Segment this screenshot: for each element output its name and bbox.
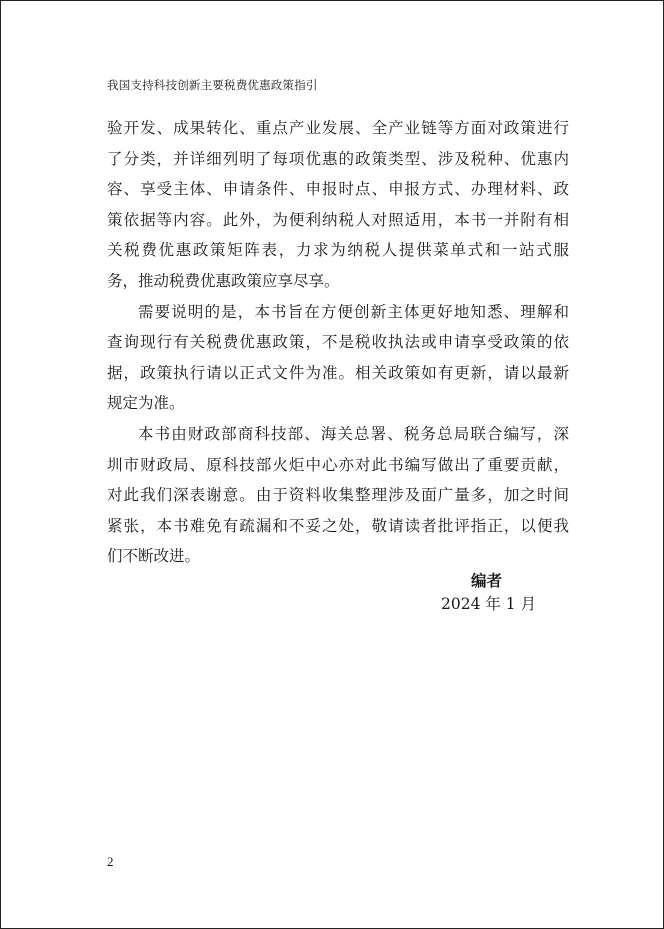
signature-author: 编者	[471, 572, 503, 590]
paragraph-3	[107, 419, 569, 572]
text-line: 关税费优惠政策矩阵表，力求为纳税人提供菜单式和一站式服	[107, 241, 569, 260]
text-line: 们不断改进。	[107, 547, 201, 566]
text-line: 容、享受主体、申请条件、申报时点、申报方式、办理材料、政	[107, 180, 569, 199]
text-line: 本书由财政部商科技部、海关总署、税务总局联合编写，深	[138, 424, 569, 443]
paragraph-2	[107, 297, 569, 419]
text-line: 紧张，本书难免有疏漏和不妥之处，敬请读者批评指正，以便我	[107, 516, 569, 535]
text-line: 规定为准。	[107, 394, 185, 413]
text-line: 对此我们深表谢意。由于资料收集整理涉及面广量多，加之时间	[107, 486, 569, 505]
text-line: 圳市财政局、原科技部火炬中心亦对此书编写做出了重要贡献，	[107, 455, 569, 474]
page-number: 2	[107, 854, 114, 869]
paragraph-1	[107, 113, 569, 297]
text-line: 策依据等内容。此外，为便利纳税人对照适用，本书一并附有相	[107, 210, 569, 229]
text-line: 验开发、成果转化、重点产业发展、全产业链等方面对政策进行	[107, 119, 569, 137]
text-line: 了分类，并详细列明了每项优惠的政策类型、涉及税种、优惠内	[107, 149, 569, 168]
signature-date: 2024 年 1 月	[441, 595, 537, 613]
running-header: 我国支持科技创新主要税费优惠政策指引	[107, 78, 318, 92]
text-line: 据，政策执行请以正式文件为准。相关政策如有更新，请以最新	[107, 363, 569, 382]
body-text	[107, 113, 569, 572]
text-line: 务，推动税费优惠政策应享尽享。	[107, 271, 340, 290]
text-line: 需要说明的是，本书旨在方便创新主体更好地知悉、理解和	[138, 302, 569, 321]
text-line: 查询现行有关税费优惠政策，不是税收执法或申请享受政策的依	[107, 333, 569, 352]
